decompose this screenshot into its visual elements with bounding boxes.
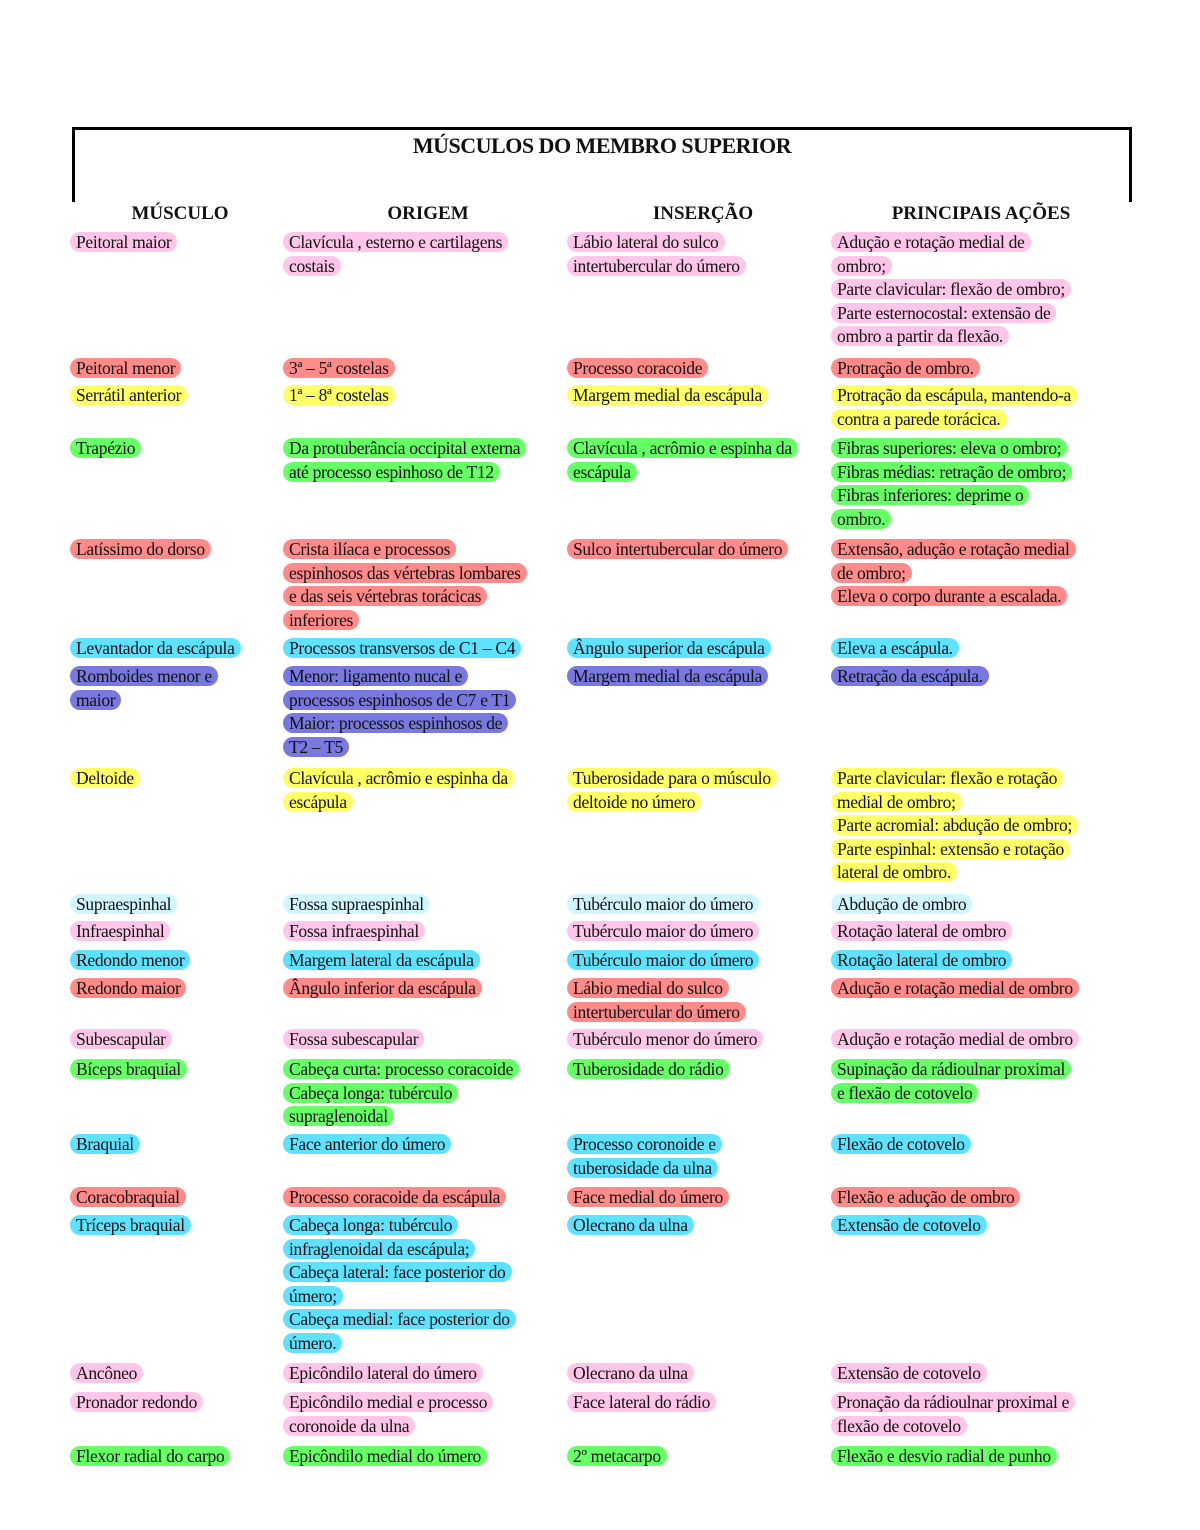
highlighted-text: 1ª – 8ª costelas <box>283 385 395 405</box>
origin-cell <box>289 384 395 408</box>
highlighted-text: Adução e rotação medial de <box>831 232 1031 252</box>
actions-cell <box>837 1445 1057 1469</box>
muscle-cell <box>76 1186 186 1210</box>
actions-cell <box>837 1391 1075 1438</box>
highlighted-text: processos espinhosos de C7 e T1 <box>283 690 516 710</box>
highlighted-text: T2 – T5 <box>283 737 349 757</box>
highlighted-text: flexão de cotovelo <box>831 1416 967 1436</box>
highlighted-text: Clavícula , esterno e cartilagens <box>283 232 508 252</box>
highlighted-text: costais <box>283 256 341 276</box>
highlighted-text: Sulco intertubercular do úmero <box>567 539 788 559</box>
actions-cell <box>837 1133 971 1157</box>
insertion-cell <box>573 357 708 381</box>
highlighted-text: Parte espinhal: extensão e rotação <box>831 839 1070 859</box>
highlighted-text: Cabeça medial: face posterior do <box>283 1309 516 1329</box>
highlighted-text: Romboides menor e <box>70 666 218 686</box>
highlighted-text: Processos transversos de C1 – C4 <box>283 638 521 658</box>
insertion-cell <box>573 231 746 278</box>
highlighted-text: Processo coracoide da escápula <box>283 1187 506 1207</box>
actions-cell <box>837 637 959 661</box>
highlighted-text: Flexão e adução de ombro <box>831 1187 1020 1207</box>
insertion-cell <box>573 1186 729 1210</box>
highlighted-text: Tuberosidade do rádio <box>567 1059 730 1079</box>
highlighted-text: Extensão de cotovelo <box>831 1363 987 1383</box>
origin-cell <box>289 437 526 484</box>
highlighted-text: Eleva o corpo durante a escalada. <box>831 586 1067 606</box>
highlighted-text: Parte clavicular: flexão de ombro; <box>831 279 1071 299</box>
header-principais-acoes: PRINCIPAIS AÇÕES <box>891 203 1071 224</box>
highlighted-text: Crista ilíaca e processos <box>283 539 456 559</box>
highlighted-text: Deltoide <box>70 768 140 788</box>
actions-cell <box>837 1058 1071 1105</box>
highlighted-text: Parte acromial: abdução de ombro; <box>831 815 1078 835</box>
highlighted-text: Latíssimo do dorso <box>70 539 211 559</box>
highlighted-text: Fibras superiores: eleva o ombro; <box>831 438 1067 458</box>
highlighted-text: medial de ombro; <box>831 792 962 812</box>
highlighted-text: Maior: processos espinhosos de <box>283 713 508 733</box>
origin-cell <box>289 665 516 759</box>
highlighted-text: Tubérculo maior do úmero <box>567 950 759 970</box>
highlighted-text: Clavícula , acrômio e espinha da <box>283 768 514 788</box>
highlighted-text: Epicôndilo medial e processo <box>283 1392 493 1412</box>
origin-cell <box>289 1362 483 1386</box>
highlighted-text: escápula <box>567 462 637 482</box>
highlighted-text: Bíceps braquial <box>70 1059 187 1079</box>
highlighted-text: de ombro; <box>831 563 912 583</box>
highlighted-text: Fossa supraespinhal <box>283 894 430 914</box>
origin-cell <box>289 893 430 917</box>
origin-cell <box>289 357 395 381</box>
highlighted-text: Clavícula , acrômio e espinha da <box>567 438 798 458</box>
origin-cell <box>289 538 527 632</box>
actions-cell <box>837 1028 1079 1052</box>
highlighted-text: Da protuberância occipital externa <box>283 438 526 458</box>
highlighted-text: Abdução de ombro <box>831 894 972 914</box>
muscle-cell <box>76 637 241 661</box>
highlighted-text: Redondo maior <box>70 978 186 998</box>
insertion-cell <box>573 1133 722 1180</box>
highlighted-text: supraglenoidal <box>283 1106 394 1126</box>
highlighted-text: até processo espinhoso de T12 <box>283 462 500 482</box>
actions-cell <box>837 949 1012 973</box>
highlighted-text: Coracobraquial <box>70 1187 186 1207</box>
insertion-cell <box>573 538 788 562</box>
highlighted-text: deltoide no úmero <box>567 792 701 812</box>
highlighted-text: Protração de ombro. <box>831 358 980 378</box>
origin-cell <box>289 1445 487 1469</box>
actions-cell <box>837 767 1078 885</box>
highlighted-text: Margem medial da escápula <box>567 385 768 405</box>
muscle-cell <box>76 665 218 712</box>
highlighted-text: Flexão e desvio radial de punho <box>831 1446 1057 1466</box>
highlighted-text: escápula <box>283 792 353 812</box>
highlighted-text: inferiores <box>283 610 359 630</box>
origin-cell <box>289 1133 451 1157</box>
actions-cell <box>837 231 1071 349</box>
actions-cell <box>837 893 972 917</box>
muscle-cell <box>76 1362 143 1386</box>
highlighted-text: Tríceps braquial <box>70 1215 191 1235</box>
highlighted-text: Margem medial da escápula <box>567 666 768 686</box>
highlighted-text: espinhosos das vértebras lombares <box>283 563 527 583</box>
muscle-cell <box>76 384 187 408</box>
highlighted-text: Margem lateral da escápula <box>283 950 480 970</box>
highlighted-text: Rotação lateral de ombro <box>831 921 1012 941</box>
actions-cell <box>837 977 1079 1001</box>
highlighted-text: Ancôneo <box>70 1363 143 1383</box>
highlighted-text: Face lateral do rádio <box>567 1392 716 1412</box>
highlighted-text: ombro a partir da flexão. <box>831 326 1009 346</box>
header-musculo: MÚSCULO <box>131 203 229 224</box>
highlighted-text: Rotação lateral de ombro <box>831 950 1012 970</box>
highlighted-text: Eleva a escápula. <box>831 638 959 658</box>
muscle-cell <box>76 437 141 461</box>
insertion-cell <box>573 1028 763 1052</box>
highlighted-text: 3ª – 5ª costelas <box>283 358 395 378</box>
highlighted-text: ombro. <box>831 509 891 529</box>
highlighted-text: Supinação da rádioulnar proximal <box>831 1059 1071 1079</box>
highlighted-text: Infraespinhal <box>70 921 170 941</box>
highlighted-text: Tubérculo maior do úmero <box>567 894 759 914</box>
insertion-cell <box>573 637 771 661</box>
highlighted-text: lateral de ombro. <box>831 862 957 882</box>
highlighted-text: Epicôndilo medial do úmero <box>283 1446 487 1466</box>
highlighted-text: intertubercular do úmero <box>567 1002 746 1022</box>
insertion-cell <box>573 977 746 1024</box>
muscle-cell <box>76 1058 187 1082</box>
insertion-cell <box>573 384 768 408</box>
muscle-cell <box>76 538 211 562</box>
highlighted-text: Flexão de cotovelo <box>831 1134 971 1154</box>
highlighted-text: infraglenoidal da escápula; <box>283 1239 475 1259</box>
highlighted-text: Extensão, adução e rotação medial <box>831 539 1076 559</box>
highlighted-text: úmero. <box>283 1333 342 1353</box>
muscle-cell <box>76 1028 172 1052</box>
actions-cell <box>837 357 980 381</box>
highlighted-text: Supraespinhal <box>70 894 177 914</box>
highlighted-text: Processo coracoide <box>567 358 708 378</box>
muscle-cell <box>76 231 177 255</box>
highlighted-text: Fibras médias: retração de ombro; <box>831 462 1072 482</box>
insertion-cell <box>573 1058 730 1082</box>
highlighted-text: Ângulo inferior da escápula <box>283 978 482 998</box>
origin-cell <box>289 231 508 278</box>
insertion-cell <box>573 1214 694 1238</box>
highlighted-text: Ângulo superior da escápula <box>567 638 771 658</box>
highlighted-text: Olecrano da ulna <box>567 1363 694 1383</box>
insertion-cell <box>573 893 759 917</box>
highlighted-text: Tubérculo maior do úmero <box>567 921 759 941</box>
highlighted-text: Pronação da rádioulnar proximal e <box>831 1392 1075 1412</box>
highlighted-text: Cabeça curta: processo coracoide <box>283 1059 519 1079</box>
highlighted-text: Retração da escápula. <box>831 666 989 686</box>
insertion-cell <box>573 665 768 689</box>
origin-cell <box>289 1391 493 1438</box>
origin-cell <box>289 1186 506 1210</box>
highlighted-text: Adução e rotação medial de ombro <box>831 1029 1079 1049</box>
highlighted-text: Adução e rotação medial de ombro <box>831 978 1079 998</box>
document-title: MÚSCULOS DO MEMBRO SUPERIOR <box>412 133 792 158</box>
actions-cell <box>837 437 1072 531</box>
insertion-cell <box>573 1391 716 1415</box>
insertion-cell <box>573 437 798 484</box>
insertion-cell <box>573 1445 667 1469</box>
highlighted-text: Peitoral maior <box>70 232 177 252</box>
actions-cell <box>837 384 1077 431</box>
origin-cell <box>289 637 521 661</box>
highlighted-text: Lábio medial do sulco <box>567 978 729 998</box>
highlighted-text: Redondo menor <box>70 950 190 970</box>
highlighted-text: Fossa subescapular <box>283 1029 424 1049</box>
highlighted-text: Fossa infraespinhal <box>283 921 425 941</box>
origin-cell <box>289 1028 424 1052</box>
highlighted-text: Cabeça longa: tubérculo <box>283 1215 458 1235</box>
header-insercao: INSERÇÃO <box>652 203 754 224</box>
muscle-cell <box>76 1445 230 1469</box>
insertion-cell <box>573 1362 694 1386</box>
highlighted-text: e flexão de cotovelo <box>831 1083 978 1103</box>
origin-cell <box>289 920 425 944</box>
muscle-cell <box>76 977 186 1001</box>
highlighted-text: Epicôndilo lateral do úmero <box>283 1363 483 1383</box>
muscle-cell <box>76 1133 140 1157</box>
actions-cell <box>837 1214 987 1238</box>
highlighted-text: Serrátil anterior <box>70 385 187 405</box>
actions-cell <box>837 1362 987 1386</box>
origin-cell <box>289 1214 516 1355</box>
highlighted-text: Tubérculo menor do úmero <box>567 1029 763 1049</box>
highlighted-text: e das seis vértebras torácicas <box>283 586 487 606</box>
highlighted-text: Peitoral menor <box>70 358 181 378</box>
highlighted-text: Processo coronoide e <box>567 1134 722 1154</box>
highlighted-text: Pronador redondo <box>70 1392 203 1412</box>
highlighted-text: Subescapular <box>70 1029 172 1049</box>
highlighted-text: Flexor radial do carpo <box>70 1446 230 1466</box>
highlighted-text: Extensão de cotovelo <box>831 1215 987 1235</box>
origin-cell <box>289 1058 519 1129</box>
origin-cell <box>289 949 480 973</box>
highlighted-text: Parte clavicular: flexão e rotação <box>831 768 1063 788</box>
highlighted-text: Levantador da escápula <box>70 638 241 658</box>
highlighted-text: Trapézio <box>70 438 141 458</box>
actions-cell <box>837 538 1076 609</box>
origin-cell <box>289 767 514 814</box>
highlighted-text: Cabeça longa: tubérculo <box>283 1083 458 1103</box>
muscle-cell <box>76 920 170 944</box>
muscle-cell <box>76 357 181 381</box>
insertion-cell <box>573 949 759 973</box>
actions-cell <box>837 920 1012 944</box>
actions-cell <box>837 1186 1020 1210</box>
highlighted-text: Olecrano da ulna <box>567 1215 694 1235</box>
origin-cell <box>289 977 482 1001</box>
highlighted-text: 2º metacarpo <box>567 1446 667 1466</box>
highlighted-text: Face anterior do úmero <box>283 1134 451 1154</box>
insertion-cell <box>573 767 777 814</box>
highlighted-text: contra a parede torácica. <box>831 409 1007 429</box>
muscle-cell <box>76 893 177 917</box>
highlighted-text: tuberosidade da ulna <box>567 1158 718 1178</box>
highlighted-text: ombro; <box>831 256 892 276</box>
highlighted-text: úmero; <box>283 1286 343 1306</box>
muscle-cell <box>76 1214 191 1238</box>
highlighted-text: maior <box>70 690 121 710</box>
highlighted-text: Protração da escápula, mantendo-a <box>831 385 1077 405</box>
highlighted-text: Fibras inferiores: deprime o <box>831 485 1029 505</box>
highlighted-text: coronoide da ulna <box>283 1416 415 1436</box>
highlighted-text: intertubercular do úmero <box>567 256 746 276</box>
insertion-cell <box>573 920 759 944</box>
highlighted-text: Menor: ligamento nucal e <box>283 666 468 686</box>
muscle-cell <box>76 1391 203 1415</box>
muscle-cell <box>76 767 140 791</box>
header-origem: ORIGEM <box>387 203 469 224</box>
highlighted-text: Tuberosidade para o músculo <box>567 768 777 788</box>
muscle-cell <box>76 949 190 973</box>
highlighted-text: Face medial do úmero <box>567 1187 729 1207</box>
highlighted-text: Braquial <box>70 1134 140 1154</box>
highlighted-text: Lábio lateral do sulco <box>567 232 725 252</box>
highlighted-text: Cabeça lateral: face posterior do <box>283 1262 512 1282</box>
highlighted-text: Parte esternocostal: extensão de <box>831 303 1056 323</box>
actions-cell <box>837 665 989 689</box>
